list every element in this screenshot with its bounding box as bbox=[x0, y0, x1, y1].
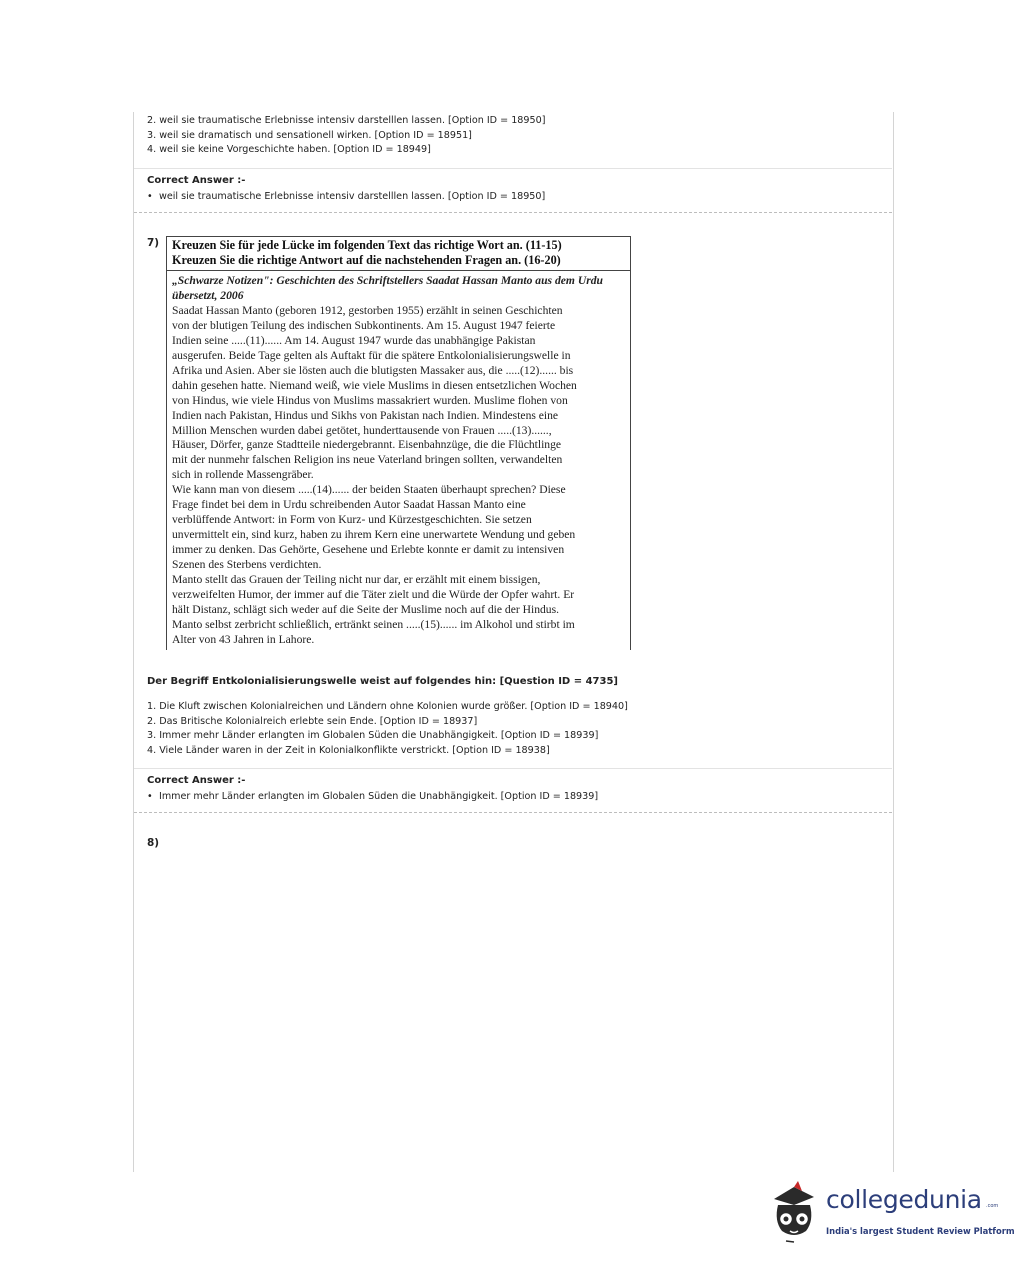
passage-line: von der blutigen Teilung des indischen Subkontinents. Am 15. August 1947 feierte bbox=[172, 318, 556, 332]
instructions bbox=[172, 238, 627, 268]
passage bbox=[172, 274, 628, 648]
passage-line: verzweifelten Humor, der immer auf die Täter zielt und die Würde der Opfer wahrt. Er bbox=[172, 588, 575, 602]
passage-line: Manto selbst zerbricht schließlich, ertränkt seinen .....(15)...... im Alkohol und stirbt im bbox=[172, 617, 575, 631]
option-1: 1. Die Kluft zwischen Kolonialreichen und Ländern ohne Kolonien wurde größer. [Option ID = 18940] bbox=[147, 701, 628, 712]
option-4: 4. Viele Länder waren in der Zeit in Kolonialkonflikte verstrickt. [Option ID = 18938] bbox=[147, 745, 550, 756]
passage-box bbox=[166, 236, 631, 650]
passage-line: Frage findet bei dem in Urdu schreibenden Autor Saadat Hassan Manto eine bbox=[172, 498, 526, 512]
passage-line: unvermittelt ein, sind kurz, haben zu ihrem Kern eine unerwartete Wendung und geben bbox=[172, 528, 576, 542]
logo-tagline: India's largest Student Review Platform bbox=[826, 1226, 1015, 1236]
bullet-icon: • bbox=[147, 191, 153, 202]
passage-line: Saadat Hassan Manto (geboren 1912, gestorben 1955) erzählt in seinen Geschichten bbox=[172, 303, 563, 317]
question-text: Der Begriff Entkolonialisierungswelle weist auf folgendes hin: [Question ID = 4735] bbox=[147, 676, 618, 687]
question-number-8: 8) bbox=[147, 837, 160, 849]
prev-option-3: 3. weil sie dramatisch und sensationell wirken. [Option ID = 18951] bbox=[147, 130, 472, 141]
question-separator bbox=[134, 212, 892, 213]
passage-line: Indien nach Pakistan, Hindus und Sikhs von Pakistan nach Indien. Mindestens eine bbox=[172, 408, 559, 422]
prev-correct-answer bbox=[147, 191, 545, 202]
instruction-line-2: Kreuzen Sie die richtige Antwort auf die nachstehenden Fragen an. (16-20) bbox=[172, 253, 561, 267]
passage-line: Indien seine .....(11)...... Am 14. August 1947 wurde das unabhängige Pakistan bbox=[172, 333, 536, 347]
bullet-icon: • bbox=[147, 791, 153, 802]
passage-line: ausgerufen. Beide Tage gelten als Auftakt für die spätere Entkolonialisierungswelle in bbox=[172, 348, 571, 362]
passage-line: dahin gesehen hatte. Niemand weiß, wie viele Muslims in diesen entsetzlichen Wochen bbox=[172, 378, 577, 392]
passage-divider bbox=[167, 270, 630, 271]
correct-answer-text: Immer mehr Länder erlangten im Globalen Süden die Unabhängigkeit. [Option ID = 18939] bbox=[159, 791, 599, 802]
logo-suffix: .com bbox=[986, 1203, 999, 1209]
option-2: 2. Das Britische Kolonialreich erlebte sein Ende. [Option ID = 18937] bbox=[147, 716, 478, 727]
question-separator bbox=[134, 812, 892, 813]
prev-correct-answer-text: weil sie traumatische Erlebnisse intensiv darstelllen lassen. [Option ID = 18950] bbox=[159, 191, 546, 202]
passage-line: Million Menschen wurden dabei getötet, hunderttausende von Frauen .....(13)......, bbox=[172, 423, 552, 437]
section-divider bbox=[134, 168, 892, 169]
passage-line: mit der nunmehr falschen Religion ins neue Vaterland bringen sollten, verwandelten bbox=[172, 453, 563, 467]
instruction-line-1: Kreuzen Sie für jede Lücke im folgenden Text das richtige Wort an. (11-15) bbox=[172, 238, 562, 252]
passage-line: Wie kann man von diesem .....(14)...... der beiden Staaten überhaupt sprechen? Diese bbox=[172, 483, 566, 497]
passage-line: verblüffende Antwort: in Form von Kurz- und Kürzestgeschichten. Sie setzen bbox=[172, 513, 532, 527]
question-number-7: 7) bbox=[147, 237, 160, 249]
collegedunia-logo bbox=[764, 1177, 1015, 1247]
mascot-icon bbox=[764, 1177, 824, 1243]
passage-title: „Schwarze Notizen": Geschichten des Schriftstellers Saadat Hassan Manto aus dem Urdu übersetzt, 2006 bbox=[172, 274, 603, 302]
passage-line: Szenen des Sterbens verdichten. bbox=[172, 558, 322, 572]
correct-answer bbox=[147, 791, 598, 802]
prev-correct-answer-label: Correct Answer :- bbox=[147, 175, 246, 186]
passage-line: von Hindus, wie viele Hindus von Muslims massakriert wurden. Muslime flohen von bbox=[172, 393, 568, 407]
prev-option-2: 2. weil sie traumatische Erlebnisse intensiv darstelllen lassen. [Option ID = 18950] bbox=[147, 115, 546, 126]
passage-line: immer zu denken. Das Gehörte, Gesehene und Erlebte konnte er damit zu intensiven bbox=[172, 543, 565, 557]
prev-option-4: 4. weil sie keine Vorgeschichte haben. [Option ID = 18949] bbox=[147, 144, 431, 155]
correct-answer-label: Correct Answer :- bbox=[147, 775, 246, 786]
passage-line: hält Distanz, schlägt sich weder auf die Seite der Muslime noch auf die der Hindus. bbox=[172, 602, 559, 616]
option-3: 3. Immer mehr Länder erlangten im Globalen Süden die Unabhängigkeit. [Option ID = 18939] bbox=[147, 730, 599, 741]
passage-line: Alter von 43 Jahren in Lahore. bbox=[172, 632, 315, 646]
section-divider bbox=[134, 768, 892, 769]
passage-line: Häuser, Dörfer, ganze Stadtteile niedergebrannt. Eisenbahnzüge, die die Flüchtlinge bbox=[172, 438, 562, 452]
passage-line: Manto stellt das Grauen der Teiling nicht nur dar, er erzählt mit einem bissigen, bbox=[172, 573, 541, 587]
logo-wordmark: collegedunia bbox=[826, 1185, 982, 1214]
passage-line: sich in rollende Massengräber. bbox=[172, 468, 314, 482]
passage-line: Afrika und Asien. Aber sie lösten auch die blutigsten Massaker aus, die .....(12)...... bis bbox=[172, 363, 574, 377]
